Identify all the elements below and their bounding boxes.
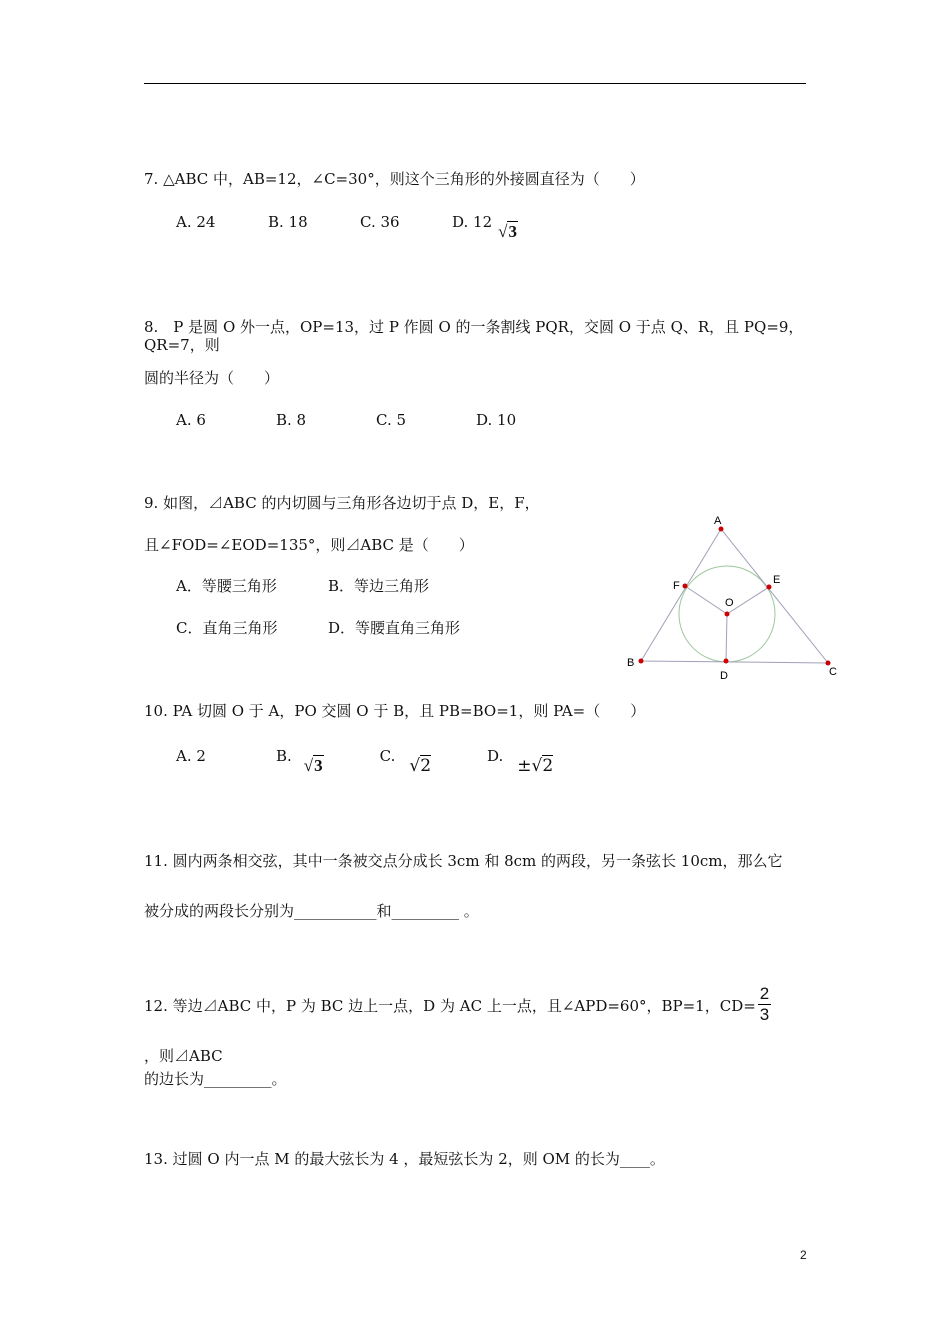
point-o <box>725 612 730 617</box>
label-c: C <box>829 666 837 678</box>
label-e: E <box>773 574 781 586</box>
q9-option-d: D．等腰直角三角形 <box>328 619 461 637</box>
q9-option-c: C．直角三角形 <box>176 619 278 637</box>
segment-of <box>685 586 727 614</box>
q10-option-b-radical: √3 <box>303 756 323 775</box>
q12-stem-line1a: 12. 等边⊿ABC 中，P 为 BC 边上一点，D 为 AC 上一点，且∠APD=60°，BP=1，CD= <box>144 997 756 1015</box>
q7-option-a: A. 24 <box>176 213 216 231</box>
q8-options <box>176 411 556 429</box>
q7-stem: 7. △ABC 中，AB=12，∠C=30°，则这个三角形的外接圆直径为（ ） <box>144 170 645 188</box>
q8-stem-line2: 圆的半径为（ ） <box>144 369 280 387</box>
q10-option-a: A. 2 <box>176 747 206 765</box>
point-a <box>719 527 724 532</box>
label-a: A <box>714 515 722 527</box>
q10-option-d-radical: ±√2 <box>517 756 554 776</box>
label-b: B <box>627 657 635 669</box>
page-number: 2 <box>800 1248 807 1262</box>
q13-stem: 13. 过圆 O 内一点 M 的最大弦长为 4 ，最短弦长为 2，则 OM 的长为____。 <box>144 1150 665 1168</box>
point-b <box>639 659 644 664</box>
q7-options <box>176 213 518 241</box>
point-c <box>826 661 831 666</box>
q10-option-d: D. <box>487 747 504 765</box>
q9-option-a: A．等腰三角形 <box>176 577 277 595</box>
q12-fraction <box>758 984 771 1025</box>
q9-option-b: B．等边三角形 <box>328 577 430 595</box>
fraction-denominator: 3 <box>759 1005 770 1024</box>
q7-option-b: B. 18 <box>268 213 308 231</box>
q11-stem-line2: 被分成的两段长分别为___________和_________ 。 <box>144 902 479 920</box>
label-d: D <box>720 670 728 682</box>
q7-option-c: C. 36 <box>360 213 400 231</box>
q11-stem-line1: 11. 圆内两条相交弦，其中一条被交点分成长 3cm 和 8cm 的两段，另一条弦长 10cm，那么它 <box>144 852 783 870</box>
q12-stem-line2: 的边长为_________。 <box>144 1070 287 1088</box>
header-rule <box>144 83 806 84</box>
q8-option-c: C. 5 <box>376 411 407 429</box>
q10-option-c-radical: √2 <box>409 756 432 776</box>
q7-option-d: D. 12 <box>452 213 493 231</box>
incircle-triangle-figure <box>620 505 850 685</box>
point-f <box>683 584 688 589</box>
q7-option-d-radical: √3 <box>498 222 517 241</box>
q8-stem-line1: 8. P 是圆 O 外一点，OP=13，过 P 作圆 O 的一条割线 PQR，交圆 O 于点 Q、R，且 PQ=9，QR=7，则 <box>144 318 804 354</box>
point-e <box>767 585 772 590</box>
q9-options-row2 <box>176 619 500 637</box>
q10-option-c: C. <box>379 747 396 765</box>
q8-option-b: B. 8 <box>276 411 307 429</box>
q9-stem-line1: 9. 如图，⊿ABC 的内切圆与三角形各边切于点 D，E，F， <box>144 494 540 512</box>
q8-option-d: D. 10 <box>476 411 517 429</box>
point-d <box>724 659 729 664</box>
label-f: F <box>673 580 680 592</box>
q8-option-a: A. 6 <box>176 411 206 429</box>
q10-option-b: B. <box>276 747 292 765</box>
q10-options <box>176 747 553 775</box>
fraction-numerator: 2 <box>759 984 770 1003</box>
q12-stem-line1b: ，则⊿ABC <box>144 1047 223 1065</box>
triangle-abc <box>641 529 828 663</box>
q10-stem: 10. PA 切圆 O 于 A，PO 交圆 O 于 B，且 PB=BO=1，则 PA=（ ） <box>144 702 646 720</box>
q12-stem-line1 <box>144 984 806 1065</box>
label-o: O <box>725 597 734 609</box>
segment-od <box>726 614 727 661</box>
q9-options-row1 <box>176 577 469 595</box>
q9-stem-line2: 且∠FOD=∠EOD=135°，则⊿ABC 是（ ） <box>144 536 474 554</box>
